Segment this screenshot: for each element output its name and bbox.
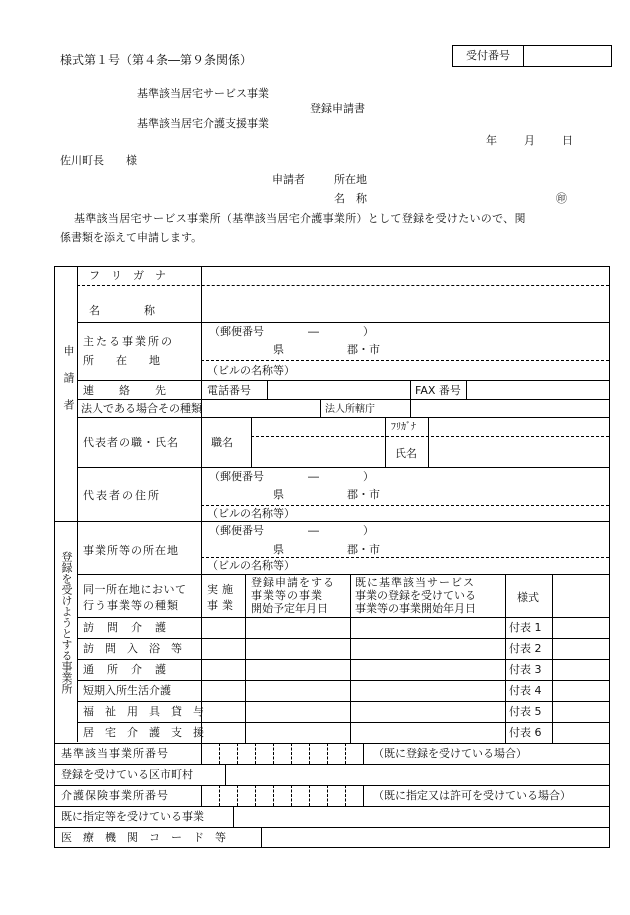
care-insurance-number-note: （既に指定又は許可を受けている場合）: [373, 789, 571, 802]
service-name: 居 宅 介 護 支 援: [83, 726, 204, 739]
existing-start-label-1: 既に基準該当サービス: [355, 576, 475, 589]
registered-municipality-label: 登録を受けている区市町村: [61, 768, 193, 781]
registration-form-table: [54, 266, 610, 848]
corp-type-label: 法人である場合その種類: [81, 402, 202, 415]
main-office-postal: （郵便番号 ― ）: [209, 325, 374, 338]
applicant-label: 申請者: [272, 173, 305, 186]
rep-address-prefecture: 県: [273, 488, 284, 501]
service-form: 付表 1: [509, 621, 542, 634]
service-name: 短期入所生活介護: [83, 684, 171, 697]
corp-authority-label: 法人所轄庁: [325, 404, 375, 415]
designated-business-label: 既に指定等を受けている事業: [61, 810, 204, 823]
service-name: 通 所 介 護: [83, 663, 167, 676]
furigana-label: フ リ ガ ナ: [89, 269, 166, 282]
seal-mark: ㊞: [556, 192, 567, 205]
main-office-city: 郡・市: [347, 343, 380, 356]
addressee: 佐川町長 様: [60, 154, 137, 167]
name-field[interactable]: [205, 291, 605, 317]
service-form: 付表 5: [509, 705, 542, 718]
fax-field[interactable]: [469, 382, 607, 397]
rep-title-name-label: 代表者の職・氏名: [83, 436, 179, 449]
contact-label: 連 絡 先: [83, 384, 167, 397]
name-label: 名 称: [89, 304, 155, 317]
main-office-label-2: 所 在 地: [83, 354, 160, 367]
planned-start-label-3: 開始予定年月日: [251, 602, 328, 615]
title-line-1: 基準該当居宅サービス事業: [137, 87, 269, 100]
business-section-label: 登録を受けようとする事業所: [60, 551, 73, 694]
service-form: 付表 2: [509, 642, 542, 655]
date-day: 日: [562, 134, 573, 147]
date-year: 年: [486, 134, 497, 147]
applicant-name-label: 名 称: [334, 192, 367, 205]
std-office-number-note: （既に登録を受けている場合）: [373, 747, 527, 760]
main-office-prefecture: 県: [273, 343, 284, 356]
existing-start-label-2: 事業の登録を受けている: [355, 589, 476, 602]
rep-address-building: （ビルの名称等）: [207, 507, 295, 520]
furigana-field[interactable]: [205, 269, 605, 283]
std-office-number-label: 基準該当事業所番号: [61, 747, 169, 760]
main-office-building: （ビルの名称等）: [207, 364, 295, 377]
planned-start-label-2: 事業等の事業: [251, 589, 323, 602]
existing-start-label-3: 事業等の事業開始年月日: [355, 602, 476, 615]
main-office-label-1: 主たる事業所の: [83, 335, 174, 348]
receipt-number-box: [452, 45, 612, 67]
business-building: （ビルの名称等）: [207, 559, 295, 572]
date-month: 月: [524, 134, 535, 147]
position-label: 職名: [211, 436, 233, 449]
applicant-address-label: 所在地: [334, 173, 367, 186]
receipt-number-field[interactable]: [524, 46, 611, 66]
service-form: 付表 4: [509, 684, 542, 697]
planned-start-label-1: 登録申請をする: [251, 576, 335, 589]
rep-address-city: 郡・市: [347, 488, 380, 501]
rep-furigana-label: ﾌﾘｶﾞﾅ: [391, 422, 416, 433]
receipt-number-label: 受付番号: [453, 46, 524, 66]
business-postal: （郵便番号 ― ）: [209, 524, 374, 537]
service-name: 訪 問 入 浴 等: [83, 642, 182, 655]
rep-address-label: 代表者の住所: [83, 489, 161, 502]
service-name: 福 祉 用 具 貸 与: [83, 705, 204, 718]
service-name: 訪 問 介 護: [83, 621, 167, 634]
fax-label: FAX 番号: [415, 384, 461, 397]
medical-code-label: 医 療 機 関 コ ー ド 等: [61, 831, 226, 844]
implementation-label-2: 事業: [207, 599, 237, 612]
applicant-section-label: 申請者: [62, 345, 75, 426]
care-insurance-number-label: 介護保険事業所番号: [61, 789, 169, 802]
title-line-3: 基準該当居宅介護支援事業: [137, 117, 269, 130]
phone-field[interactable]: [269, 382, 407, 397]
same-location-label-2: 行う事業等の種類: [83, 599, 179, 612]
business-prefecture: 県: [273, 543, 284, 556]
implementation-label-1: 実施: [207, 583, 237, 596]
form-number: 様式第１号（第４条―第９条関係）: [60, 53, 253, 67]
body-text-1: 基準該当居宅サービス事業所（基準該当居宅介護事業所）として登録を受けたいので、関: [74, 212, 526, 225]
body-text-2: 係書類を添えて申請します。: [60, 231, 203, 244]
title-main: 登録申請書: [310, 102, 365, 115]
rep-name-label: 氏名: [395, 447, 417, 460]
business-location-label: 事業所等の所在地: [83, 544, 179, 557]
style-label: 様式: [517, 591, 539, 604]
service-form: 付表 6: [509, 726, 542, 739]
business-city: 郡・市: [347, 543, 380, 556]
phone-label: 電話番号: [207, 384, 251, 397]
same-location-label-1: 同一所在地において: [83, 583, 187, 596]
rep-address-postal: （郵便番号 ― ）: [209, 470, 374, 483]
service-form: 付表 3: [509, 663, 542, 676]
